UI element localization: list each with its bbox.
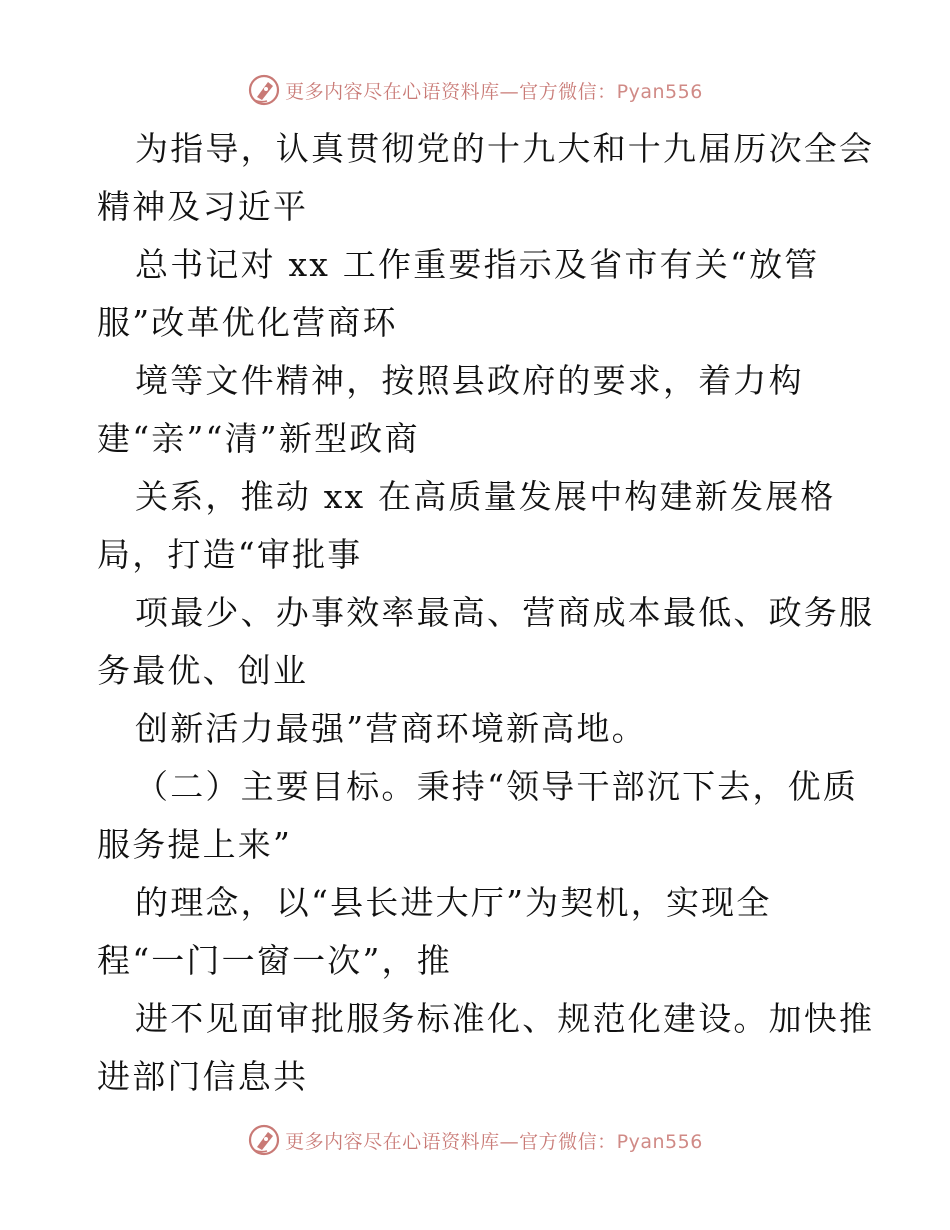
- watermark-wechat-id: Pyan556: [616, 1130, 703, 1153]
- text-line: （二）主要目标。秉持“领导干部沉下去，优质: [135, 767, 859, 806]
- text-line: 总书记对 xx 工作重要指示及省市有关“放管: [135, 245, 820, 284]
- watermark-cn: 更多内容尽在心语资料库—官方微信：: [285, 1130, 617, 1153]
- text-line: 为指导，认真贯彻党的十九大和十九届历次全会: [135, 129, 875, 168]
- text-line: 的理念，以“县长进大厅”为契机，实现全: [135, 883, 772, 922]
- text-line: 局，打造“审批事: [97, 535, 363, 574]
- watermark-text: [285, 77, 703, 104]
- text-line: 服”改革优化营商环: [97, 303, 398, 342]
- text-line: 进部门信息共: [97, 1057, 309, 1096]
- text-line: 务最优、创业: [97, 651, 309, 690]
- text-line: 程“一门一窗一次”，推: [97, 941, 452, 980]
- footer-watermark: [0, 1120, 950, 1160]
- watermark-cn: 更多内容尽在心语资料库—官方微信：: [285, 80, 617, 103]
- text-line: 境等文件精神，按照县政府的要求，着力构: [135, 361, 804, 400]
- text-line: 进不见面审批服务标准化、规范化建设。加快推: [135, 999, 875, 1038]
- header-watermark: [0, 70, 950, 110]
- watermark-text: [285, 1127, 703, 1154]
- watermark-wechat-id: Pyan556: [616, 80, 703, 103]
- text-line: 创新活力最强”营商环境新高地。: [135, 709, 647, 748]
- text-line: 服务提上来”: [97, 825, 293, 864]
- text-line: 建“亲”“清”新型政商: [97, 419, 420, 458]
- document-body: [97, 120, 875, 1106]
- pen-nib-logo-icon: [247, 73, 281, 107]
- text-line: 关系，推动 xx 在高质量发展中构建新发展格: [135, 477, 836, 516]
- text-line: 项最少、办事效率最高、营商成本最低、政务服: [135, 593, 875, 632]
- text-line: 精神及习近平: [97, 187, 309, 226]
- pen-nib-logo-icon: [247, 1123, 281, 1157]
